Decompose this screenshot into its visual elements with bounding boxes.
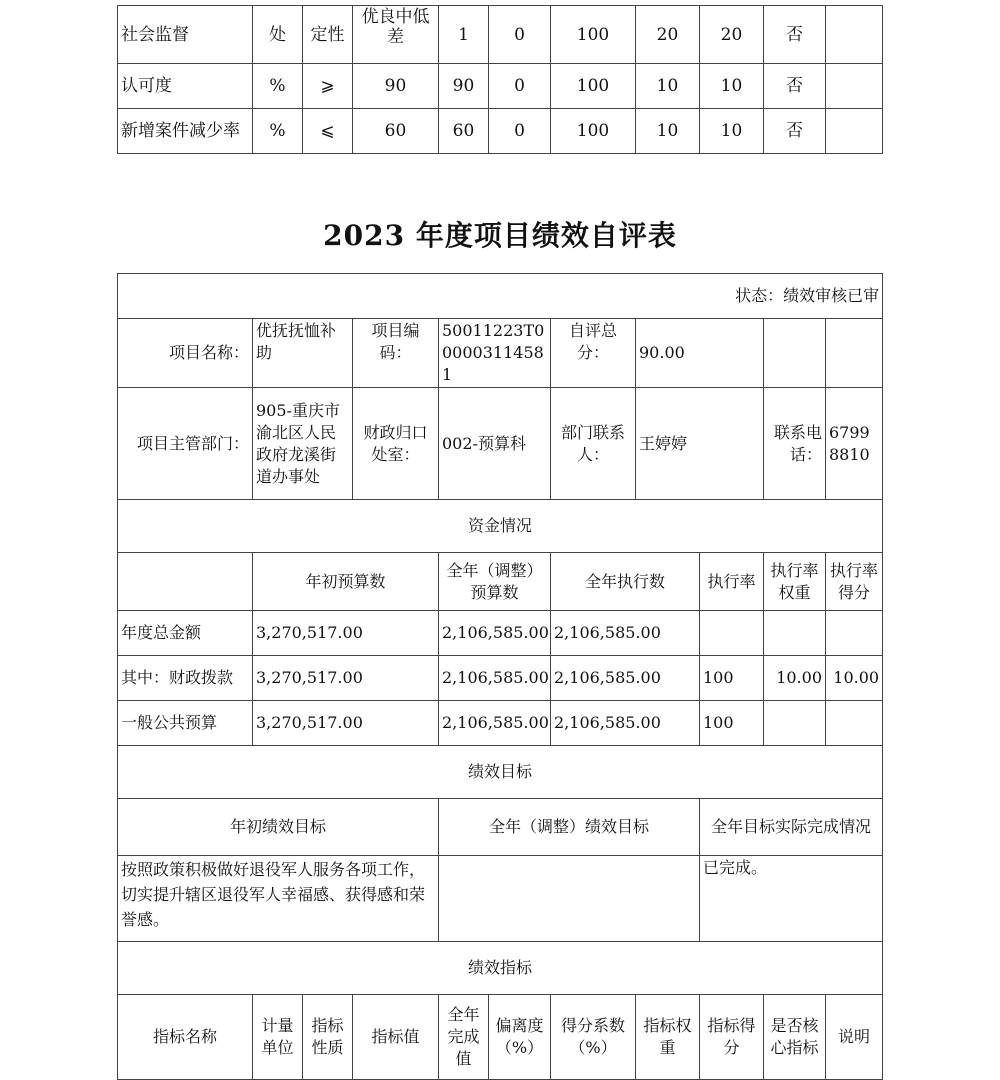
funds-executed: 2,106,585.00 xyxy=(551,611,700,656)
column-header: 全年执行数 xyxy=(551,553,700,611)
funds-executed: 2,106,585.00 xyxy=(551,701,700,746)
funds-weight xyxy=(764,611,826,656)
indicator-actual: 60 xyxy=(439,109,489,154)
indicator-deviation: 0 xyxy=(489,64,551,109)
table-row xyxy=(118,701,883,746)
indicator-note xyxy=(826,6,883,64)
indicator-value: 60 xyxy=(353,109,439,154)
indicator-core: 否 xyxy=(764,109,826,154)
funds-weight: 10.00 xyxy=(764,656,826,701)
initial-goal-header: 年初绩效目标 xyxy=(118,799,439,856)
indicator-nature: 定性 xyxy=(303,6,353,64)
actual-goal-header: 全年目标实际完成情况 xyxy=(700,799,883,856)
project-code-label: 项目编码： xyxy=(353,319,439,388)
funds-rate xyxy=(700,611,764,656)
finance: 002-预算科 xyxy=(439,388,551,500)
project-name-label: 项目名称： xyxy=(118,319,253,388)
indicator-weight: 10 xyxy=(636,64,700,109)
column-header: 偏离度（%） xyxy=(489,995,551,1080)
funds-initial: 3,270,517.00 xyxy=(253,701,439,746)
initial-goal-text: 按照政策积极做好退役军人服务各项工作，切实提升辖区退役军人幸福感、获得感和荣誉感。 xyxy=(118,856,439,942)
column-header: 指标得分 xyxy=(700,995,764,1080)
indicator-continuation-table xyxy=(117,5,883,154)
dept-label: 项目主管部门： xyxy=(118,388,253,500)
adjusted-goal-header: 全年（调整）绩效目标 xyxy=(439,799,700,856)
indicator-name: 新增案件减少率 xyxy=(118,109,253,154)
indicator-coef: 100 xyxy=(551,6,636,64)
table-row xyxy=(118,109,883,154)
project-code: 50011223T000003114581 xyxy=(439,319,551,388)
phone-label: 联系电话： xyxy=(764,388,826,500)
funds-initial: 3,270,517.00 xyxy=(253,656,439,701)
finance-label: 财政归口处室： xyxy=(353,388,439,500)
indicator-unit: 处 xyxy=(253,6,303,64)
funds-executed: 2,106,585.00 xyxy=(551,656,700,701)
column-header: 全年（调整）预算数 xyxy=(439,553,551,611)
self-evaluation-table xyxy=(117,273,883,1080)
indicator-deviation: 0 xyxy=(489,6,551,64)
indicator-unit: % xyxy=(253,109,303,154)
indicator-weight: 20 xyxy=(636,6,700,64)
indicator-score: 10 xyxy=(700,64,764,109)
contact-label: 部门联系人： xyxy=(551,388,636,500)
column-header: 指标性质 xyxy=(303,995,353,1080)
phone: 67998810 xyxy=(826,388,883,500)
adjusted-goal-text xyxy=(439,856,700,942)
funds-section-title: 资金情况 xyxy=(118,500,883,553)
column-header: 指标值 xyxy=(353,995,439,1080)
indicator-nature: ⩽ xyxy=(303,109,353,154)
indicator-score: 20 xyxy=(700,6,764,64)
table-row xyxy=(118,656,883,701)
column-header: 得分系数（%） xyxy=(551,995,636,1080)
indicator-actual: 90 xyxy=(439,64,489,109)
page-title: 2023 年度项目绩效自评表 xyxy=(323,219,677,252)
indicator-score: 10 xyxy=(700,109,764,154)
indicator-weight: 10 xyxy=(636,109,700,154)
column-header: 计量单位 xyxy=(253,995,303,1080)
contact: 王婷婷 xyxy=(636,388,764,500)
funds-adjusted: 2,106,585.00 xyxy=(439,701,551,746)
funds-score xyxy=(826,701,883,746)
indicator-deviation: 0 xyxy=(489,109,551,154)
indicator-actual: 1 xyxy=(439,6,489,64)
indicator-coef: 100 xyxy=(551,64,636,109)
funds-score: 10.00 xyxy=(826,656,883,701)
actual-goal-text: 已完成。 xyxy=(700,856,883,942)
indicator-name: 社会监督 xyxy=(118,6,253,64)
column-header: 执行率得分 xyxy=(826,553,883,611)
indicator-name: 认可度 xyxy=(118,64,253,109)
funds-row-label: 一般公共预算 xyxy=(118,701,253,746)
funds-rate: 100 xyxy=(700,656,764,701)
indicators-header-row xyxy=(118,995,883,1080)
column-header: 是否核心指标 xyxy=(764,995,826,1080)
funds-rate: 100 xyxy=(700,701,764,746)
column-header: 指标名称 xyxy=(118,995,253,1080)
status-text: 状态：绩效审核已审 xyxy=(118,274,883,319)
funds-adjusted: 2,106,585.00 xyxy=(439,656,551,701)
funds-row-label: 其中：财政拨款 xyxy=(118,656,253,701)
column-header: 指标权重 xyxy=(636,995,700,1080)
indicator-unit: % xyxy=(253,64,303,109)
indicator-core: 否 xyxy=(764,64,826,109)
goals-section-title: 绩效目标 xyxy=(118,746,883,799)
table-row xyxy=(118,611,883,656)
column-header: 说明 xyxy=(826,995,883,1080)
funds-weight xyxy=(764,701,826,746)
funds-score xyxy=(826,611,883,656)
indicators-section-title: 绩效指标 xyxy=(118,942,883,995)
table-row xyxy=(118,64,883,109)
indicator-note xyxy=(826,109,883,154)
indicator-value: 90 xyxy=(353,64,439,109)
self-score-label: 自评总分： xyxy=(551,319,636,388)
funds-initial: 3,270,517.00 xyxy=(253,611,439,656)
column-header: 执行率 xyxy=(700,553,764,611)
funds-header-row xyxy=(118,553,883,611)
indicator-value: 优良中低差 xyxy=(353,6,439,64)
column-header: 全年完成值 xyxy=(439,995,489,1080)
table-row xyxy=(118,6,883,64)
funds-adjusted: 2,106,585.00 xyxy=(439,611,551,656)
indicator-nature: ⩾ xyxy=(303,64,353,109)
indicator-core: 否 xyxy=(764,6,826,64)
project-name: 优抚抚恤补助 xyxy=(253,319,353,388)
column-header: 年初预算数 xyxy=(253,553,439,611)
indicator-coef: 100 xyxy=(551,109,636,154)
dept: 905-重庆市渝北区人民政府龙溪街道办事处 xyxy=(253,388,353,500)
self-score: 90.00 xyxy=(636,319,764,388)
funds-row-label: 年度总金额 xyxy=(118,611,253,656)
column-header: 执行率权重 xyxy=(764,553,826,611)
indicator-note xyxy=(826,64,883,109)
